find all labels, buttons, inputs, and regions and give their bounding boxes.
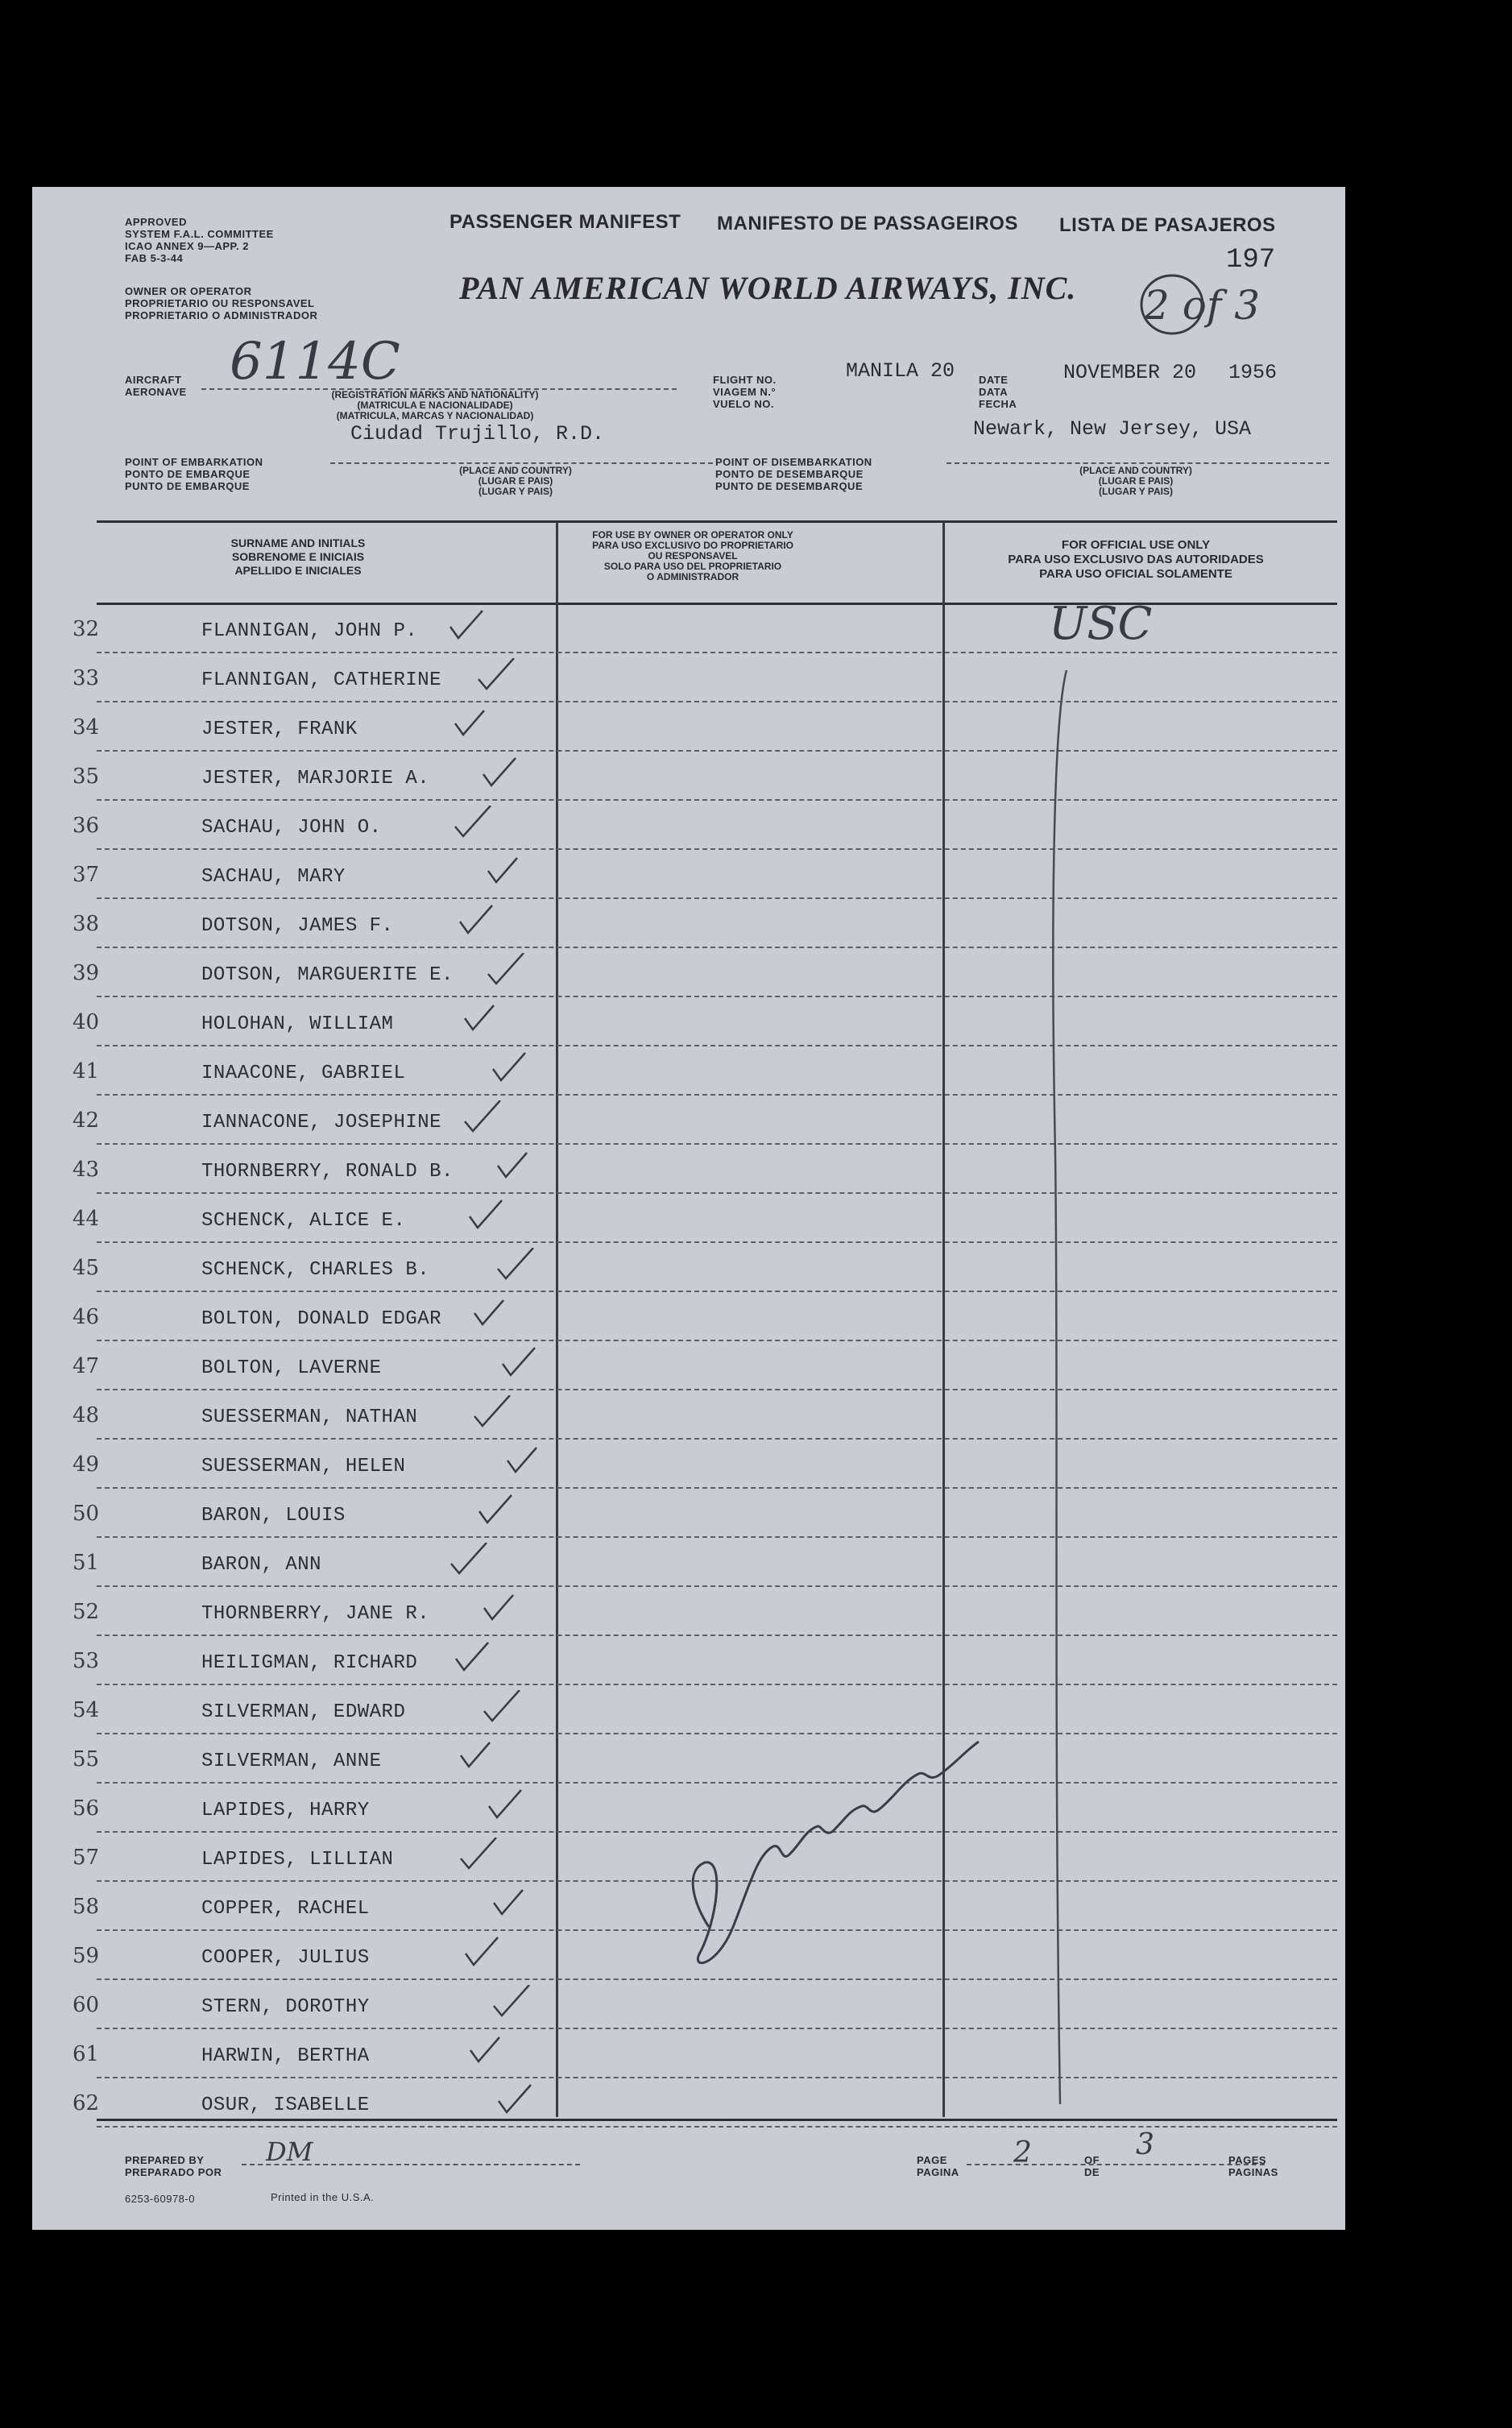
row-number: 50: [72, 1502, 100, 1526]
approval-line: SYSTEM F.A.L. COMMITTEE: [125, 228, 274, 240]
table-row: [32, 850, 1345, 899]
of-label-line: OF: [1084, 2154, 1100, 2166]
passenger-name: SACHAU, JOHN O.: [201, 817, 382, 839]
check-mark-icon: [459, 1838, 507, 1873]
date-year: 1956: [1228, 361, 1278, 384]
disembarkation-place-label: [1031, 466, 1241, 497]
flight-label-line: FLIGHT NO.: [713, 374, 777, 386]
embarkation-label-line: PONTO DE EMBARQUE: [125, 468, 251, 480]
check-mark-icon: [503, 1444, 551, 1480]
disembarkation-label-line: POINT OF DISEMBARKATION: [715, 456, 872, 468]
table-bottom-rule: [97, 2119, 1337, 2121]
embarkation-place-label: [411, 466, 620, 497]
aircraft-label-line: AERONAVE: [125, 386, 187, 398]
check-mark-icon: [483, 855, 532, 890]
flight-label-line: VIAGEM N.°: [713, 386, 777, 398]
passenger-name: BARON, LOUIS: [201, 1505, 346, 1527]
official-note: USC: [1049, 598, 1153, 650]
table-row: [32, 653, 1345, 702]
check-mark-icon: [487, 953, 535, 988]
passenger-name: DOTSON, JAMES F.: [201, 915, 394, 937]
date-label: [979, 374, 1017, 410]
row-number: 49: [72, 1452, 100, 1477]
col-names-line: SOBRENOME E INICIAIS: [231, 550, 365, 563]
col-header-official: [951, 538, 1321, 582]
check-mark-icon: [480, 756, 528, 792]
row-number: 61: [72, 2042, 100, 2066]
prepared-label-line: PREPARED BY: [125, 2154, 205, 2166]
row-divider: [97, 2126, 1337, 2128]
table-row: [32, 1980, 1345, 2029]
table-row: [32, 752, 1345, 801]
row-number: 37: [72, 863, 100, 887]
check-mark-icon: [495, 2083, 544, 2119]
passenger-name: JESTER, MARJORIE A.: [201, 768, 430, 789]
date-label-line: FECHA: [979, 398, 1017, 410]
row-number: 52: [72, 1600, 100, 1624]
date-label-line: DATA: [979, 386, 1009, 398]
check-mark-icon: [489, 1887, 537, 1922]
col-official-line: PARA USO EXCLUSIVO DAS AUTORIDADES: [1008, 553, 1264, 566]
place-label-line: (LUGAR E PAIS): [1098, 475, 1174, 487]
title-pt: MANIFESTO DE PASSAGEIROS: [717, 213, 1018, 234]
passenger-name: INAACONE, GABRIEL: [201, 1063, 406, 1084]
table-row: [32, 899, 1345, 948]
row-number: 35: [72, 764, 100, 789]
passenger-name: LAPIDES, HARRY: [201, 1800, 370, 1821]
row-number: 59: [72, 1944, 100, 1968]
table-row: [32, 948, 1345, 997]
row-number: 57: [72, 1846, 100, 1870]
embarkation-line: [330, 462, 713, 464]
check-mark-icon: [460, 1002, 508, 1038]
flight-label-line: VUELO NO.: [713, 398, 775, 410]
passenger-name: DOTSON, MARGUERITE E.: [201, 964, 454, 986]
passenger-name: BARON, ANN: [201, 1554, 322, 1576]
row-number: 46: [72, 1305, 100, 1329]
passenger-name: IANNACONE, JOSEPHINE: [201, 1112, 442, 1133]
check-mark-icon: [462, 1936, 511, 1971]
passenger-name: SILVERMAN, EDWARD: [201, 1701, 406, 1723]
passenger-name: FLANNIGAN, CATHERINE: [201, 669, 442, 691]
registration-label: [282, 390, 588, 421]
disembarkation-label: [715, 456, 872, 492]
ditto-line-icon: [1031, 670, 1079, 2120]
col-header-names: [145, 537, 451, 578]
check-mark-icon: [477, 658, 525, 694]
row-number: 48: [72, 1403, 100, 1427]
row-number: 44: [72, 1207, 100, 1231]
disembarkation-label-line: PONTO DE DESEMBARQUE: [715, 468, 864, 480]
table-row: [32, 1390, 1345, 1440]
col-owner-line: SOLO PARA USO DEL PROPRIETARIO: [603, 561, 782, 572]
approval-line: APPROVED: [125, 216, 187, 228]
check-mark-icon: [457, 904, 505, 939]
check-mark-icon: [463, 1100, 512, 1136]
table-row: [32, 1489, 1345, 1538]
row-number: 42: [72, 1108, 100, 1133]
place-label-line: (LUGAR Y PAIS): [1098, 486, 1173, 497]
place-label-line: (LUGAR E PAIS): [478, 475, 553, 487]
flight-label: [713, 374, 777, 410]
disembarkation-line: [947, 462, 1329, 464]
col-names-line: SURNAME AND INITIALS: [230, 537, 366, 549]
check-mark-icon: [492, 1985, 541, 2020]
table-row: [32, 997, 1345, 1046]
table-row: [32, 1538, 1345, 1587]
table-top-rule: [97, 520, 1337, 523]
table-row: [32, 1341, 1345, 1390]
col-owner-line: FOR USE BY OWNER OR OPERATOR ONLY: [592, 529, 793, 541]
flight-value: MANILA 20: [846, 359, 955, 383]
signature-text: [709, 1782, 712, 1783]
col-official-line: FOR OFFICIAL USE ONLY: [1061, 538, 1211, 552]
row-number: 47: [72, 1354, 100, 1378]
passenger-name: SUESSERMAN, HELEN: [201, 1456, 406, 1477]
check-mark-icon: [483, 1690, 531, 1726]
row-number: 58: [72, 1895, 100, 1919]
passenger-name: LAPIDES, LILLIAN: [201, 1849, 394, 1871]
col-names-line: APELLIDO E INICIALES: [234, 564, 362, 577]
of-pages-value: 3: [1136, 2128, 1154, 2161]
passenger-name: HEILIGMAN, RICHARD: [201, 1652, 418, 1674]
disembarkation-value: Newark, New Jersey, USA: [973, 417, 1252, 441]
prepared-line: [242, 2164, 580, 2165]
passenger-name: THORNBERRY, RONALD B.: [201, 1161, 454, 1183]
approval-block: [125, 216, 274, 264]
date-month: NOVEMBER 20: [1063, 361, 1197, 384]
passenger-name: COOPER, JULIUS: [201, 1947, 370, 1969]
page-label: [917, 2154, 959, 2178]
embarkation-label-line: POINT OF EMBARKATION: [125, 456, 263, 468]
place-label-line: (LUGAR Y PAIS): [478, 486, 553, 497]
check-mark-icon: [470, 1297, 518, 1332]
check-mark-icon: [493, 1150, 541, 1185]
check-mark-icon: [490, 1051, 538, 1087]
passenger-name: HARWIN, BERTHA: [201, 2045, 370, 2067]
table-row: [32, 1046, 1345, 1096]
sheet-number: 197: [1226, 245, 1276, 276]
row-number: 54: [72, 1698, 100, 1722]
page-note: 2 of 3: [1144, 282, 1261, 329]
check-mark-icon: [449, 1543, 498, 1578]
passenger-name: OSUR, ISABELLE: [201, 2094, 370, 2116]
passenger-name: SUESSERMAN, NATHAN: [201, 1407, 418, 1428]
table-row: [32, 1243, 1345, 1292]
col-official-line: PARA USO OFICIAL SOLAMENTE: [1039, 567, 1232, 581]
check-mark-icon: [473, 1395, 521, 1431]
passenger-name: HOLOHAN, WILLIAM: [201, 1013, 394, 1035]
col-header-owner: [556, 530, 830, 582]
check-mark-icon: [454, 806, 502, 841]
of-label-line: DE: [1084, 2166, 1100, 2178]
disembarkation-label-line: PUNTO DE DESEMBARQUE: [715, 480, 864, 492]
check-mark-icon: [486, 1788, 534, 1824]
title-en: PASSENGER MANIFEST: [449, 211, 681, 233]
row-number: 33: [72, 666, 100, 690]
printed-note: Printed in the U.S.A.: [271, 2191, 375, 2203]
title-es: LISTA DE PASAJEROS: [1059, 214, 1276, 236]
row-number: 39: [72, 961, 100, 985]
place-label-line: (PLACE AND COUNTRY): [1079, 465, 1192, 476]
passenger-name: COPPER, RACHEL: [201, 1898, 370, 1920]
row-number: 34: [72, 715, 100, 740]
row-number: 56: [72, 1796, 100, 1821]
row-number: 40: [72, 1010, 100, 1034]
table-row: [32, 1145, 1345, 1194]
owner-label: [125, 285, 317, 321]
pages-label-line: PAGINAS: [1228, 2166, 1278, 2178]
row-number: 38: [72, 912, 100, 936]
place-label-line: (PLACE AND COUNTRY): [459, 465, 572, 476]
circle-mark-icon: [1136, 267, 1208, 340]
passenger-name: SILVERMAN, ANNE: [201, 1751, 382, 1772]
col-owner-line: OU RESPONSAVEL: [648, 550, 738, 561]
approval-line: ICAO ANNEX 9—APP. 2: [125, 240, 249, 252]
page-line: [967, 2164, 1265, 2165]
passenger-name: SCHENCK, ALICE E.: [201, 1210, 406, 1232]
of-label: [1084, 2154, 1100, 2178]
embarkation-label-line: PUNTO DE EMBARQUE: [125, 480, 250, 492]
row-number: 32: [72, 617, 100, 641]
aircraft-label-line: AIRCRAFT: [125, 374, 182, 386]
owner-label-line: OWNER OR OPERATOR: [125, 285, 252, 297]
registration-label-line: (REGISTRATION MARKS AND NATIONALITY): [331, 389, 539, 400]
pages-label-line: PAGES: [1228, 2154, 1267, 2166]
signature-icon: [661, 1661, 999, 1983]
passenger-name: THORNBERRY, JANE R.: [201, 1603, 430, 1625]
check-mark-icon: [450, 707, 499, 743]
table-row: [32, 801, 1345, 850]
passenger-name: STERN, DOROTHY: [201, 1996, 370, 2018]
date-label-line: DATE: [979, 374, 1009, 386]
passenger-name: SCHENCK, CHARLES B.: [201, 1259, 430, 1281]
col-owner-line: PARA USO EXCLUSIVO DO PROPRIETARIO: [592, 540, 793, 551]
row-number: 62: [72, 2091, 100, 2115]
row-number: 45: [72, 1256, 100, 1280]
col-owner-line: O ADMINISTRADOR: [646, 571, 739, 582]
page-label-line: PAGINA: [917, 2166, 959, 2178]
registration-label-line: (MATRICULA, MARCAS Y NACIONALIDAD): [336, 410, 534, 421]
table-row: [32, 1440, 1345, 1489]
table-row: [32, 1194, 1345, 1243]
row-number: 53: [72, 1649, 100, 1673]
table-row: [32, 1292, 1345, 1341]
pages-label: [1228, 2154, 1278, 2178]
row-number: 36: [72, 814, 100, 838]
passenger-name: BOLTON, DONALD EDGAR: [201, 1308, 442, 1330]
prepared-label: [125, 2154, 222, 2178]
check-mark-icon: [466, 2034, 514, 2070]
row-number: 41: [72, 1059, 100, 1083]
owner-label-line: PROPRIETARIO O ADMINISTRADOR: [125, 309, 318, 321]
check-mark-icon: [453, 1641, 501, 1676]
embarkation-value: Ciudad Trujillo, R.D.: [350, 422, 605, 445]
row-number: 60: [72, 1993, 100, 2017]
page-label-line: PAGE: [917, 2154, 947, 2166]
manifest-sheet: [32, 187, 1345, 2230]
prepared-by-value: DM: [266, 2136, 313, 2167]
approval-line: FAB 5-3-44: [125, 252, 184, 264]
page-value: 2: [1013, 2136, 1032, 2169]
check-mark-icon: [479, 1592, 528, 1627]
table-row: [32, 1096, 1345, 1145]
form-number: 6253-60978-0: [125, 2193, 195, 2205]
company-name: PAN AMERICAN WORLD AIRWAYS, INC.: [459, 270, 1077, 306]
embarkation-label: [125, 456, 263, 492]
check-mark-icon: [447, 609, 495, 644]
row-number: 55: [72, 1747, 100, 1771]
check-mark-icon: [496, 1248, 545, 1283]
row-number: 51: [72, 1551, 100, 1575]
row-number: 43: [72, 1158, 100, 1182]
passenger-name: BOLTON, LAVERNE: [201, 1357, 382, 1379]
owner-label-line: PROPRIETARIO OU RESPONSAVEL: [125, 297, 315, 309]
table-row: [32, 702, 1345, 752]
prepared-label-line: PREPARADO POR: [125, 2166, 222, 2178]
check-mark-icon: [456, 1739, 504, 1775]
aircraft-value: 6114C: [230, 332, 400, 392]
table-row: [32, 2029, 1345, 2078]
aircraft-label: [125, 374, 187, 398]
check-mark-icon: [499, 1346, 548, 1382]
registration-label-line: (MATRICULA E NACIONALIDADE): [357, 400, 513, 411]
passenger-name: JESTER, FRANK: [201, 719, 358, 740]
table-row: [32, 1587, 1345, 1636]
check-mark-icon: [476, 1494, 524, 1529]
passenger-name: SACHAU, MARY: [201, 866, 346, 888]
check-mark-icon: [466, 1199, 515, 1234]
passenger-name: FLANNIGAN, JOHN P.: [201, 620, 418, 642]
